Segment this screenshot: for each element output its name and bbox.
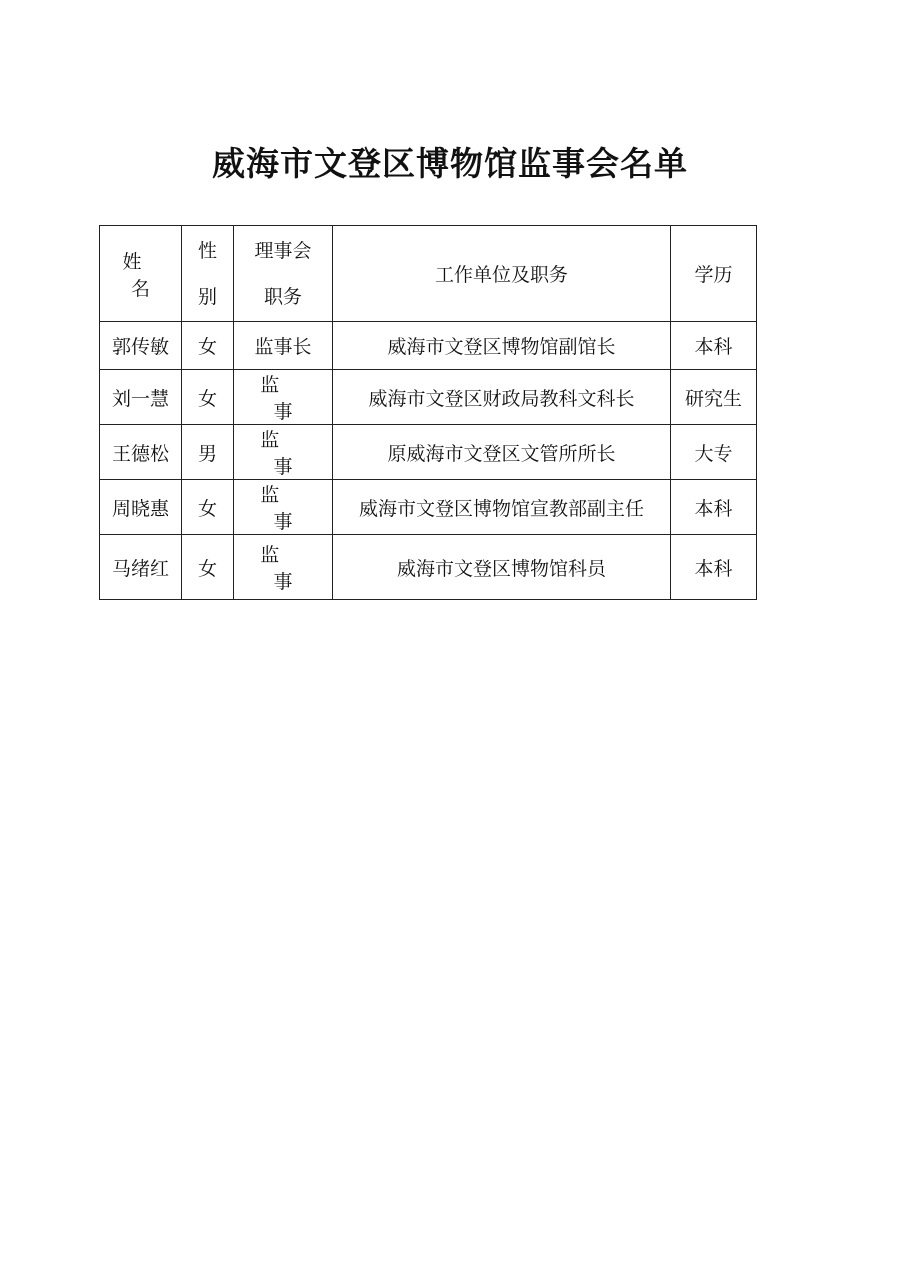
cell-gender: 女 <box>182 535 234 600</box>
cell-role: 监 事 <box>234 535 333 600</box>
header-gender: 性 别 <box>182 226 234 322</box>
table-row <box>100 425 757 480</box>
cell-gender: 男 <box>182 425 234 480</box>
cell-unit: 威海市文登区博物馆副馆长 <box>333 322 671 370</box>
cell-role: 监事长 <box>234 322 333 370</box>
header-education: 学历 <box>671 226 757 322</box>
cell-gender: 女 <box>182 370 234 425</box>
cell-unit: 威海市文登区财政局教科文科长 <box>333 370 671 425</box>
supervisory-board-table <box>99 225 757 600</box>
cell-name: 王德松 <box>100 425 182 480</box>
table-row <box>100 480 757 535</box>
cell-role: 监 事 <box>234 425 333 480</box>
table-row <box>100 535 757 600</box>
cell-name: 马绪红 <box>100 535 182 600</box>
table-row <box>100 370 757 425</box>
cell-education: 研究生 <box>671 370 757 425</box>
cell-education: 本科 <box>671 322 757 370</box>
cell-name: 周晓惠 <box>100 480 182 535</box>
header-name: 姓 名 <box>100 226 182 322</box>
cell-gender: 女 <box>182 322 234 370</box>
cell-education: 本科 <box>671 535 757 600</box>
cell-unit: 原威海市文登区文管所所长 <box>333 425 671 480</box>
cell-role: 监 事 <box>234 370 333 425</box>
cell-role: 监 事 <box>234 480 333 535</box>
table-row <box>100 322 757 370</box>
cell-unit: 威海市文登区博物馆科员 <box>333 535 671 600</box>
cell-gender: 女 <box>182 480 234 535</box>
cell-education: 大专 <box>671 425 757 480</box>
cell-name: 郭传敏 <box>100 322 182 370</box>
cell-name: 刘一慧 <box>100 370 182 425</box>
header-unit: 工作单位及职务 <box>333 226 671 322</box>
table-header-row <box>100 226 757 322</box>
cell-unit: 威海市文登区博物馆宣教部副主任 <box>333 480 671 535</box>
header-role: 理事会 职务 <box>234 226 333 322</box>
page-title: 威海市文登区博物馆监事会名单 <box>212 144 688 183</box>
cell-education: 本科 <box>671 480 757 535</box>
